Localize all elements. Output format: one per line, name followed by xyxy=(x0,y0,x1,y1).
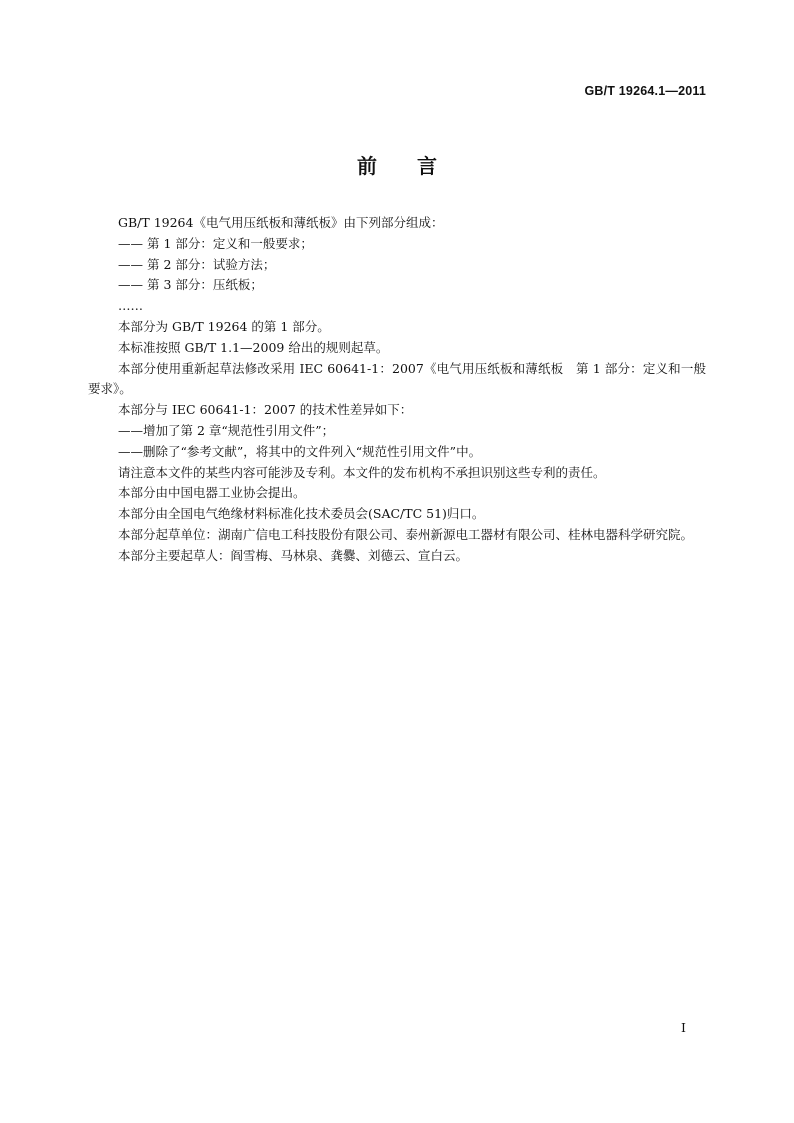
list-item-part-2: —— 第 2 部分：试验方法； xyxy=(118,256,276,272)
paragraph-proposer: 本部分由中国电器工业协会提出。 xyxy=(118,485,306,501)
list-item-part-3: —— 第 3 部分：压纸板； xyxy=(118,277,263,293)
paragraph-patent-notice: 请注意本文件的某些内容可能涉及专利。本文件的发布机构不承担识别这些专利的责任。 xyxy=(118,464,606,480)
paragraph-parts-intro: GB/T 19264《电气用压纸板和薄纸板》由下列部分组成： xyxy=(118,215,444,230)
paragraph-drafters: 本部分主要起草人：阎雪梅、马林泉、龚爨、刘德云、宣白云。 xyxy=(118,547,469,563)
list-item-difference-2: ——删除了“参考文献”，将其中的文件列入“规范性引用文件”中。 xyxy=(118,443,482,459)
paragraph-committee: 本部分由全国电气绝缘材料标准化技术委员会(SAC/TC 51)归口。 xyxy=(118,506,485,522)
list-ellipsis: …… xyxy=(118,298,143,314)
paragraph-drafting-units: 本部分起草单位：湖南广信电工科技股份有限公司、泰州新源电工器材有限公司、桂林电器科学研究院。 xyxy=(118,526,694,542)
foreword-body xyxy=(88,213,706,567)
list-item-difference-1: ——增加了第 2 章“规范性引用文件”； xyxy=(118,422,335,438)
page-number: I xyxy=(681,1020,686,1035)
paragraph-drafting-rules: 本标准按照 GB/T 1.1—2009 给出的规则起草。 xyxy=(118,339,389,355)
page-title: 前言 xyxy=(357,154,477,178)
paragraph-iec-adoption: 本部分使用重新起草法修改采用 IEC 60641-1：2007《电气用压纸板和薄纸板 第 1 部分：定义和一般要求》。 xyxy=(88,360,706,397)
list-item-part-1: —— 第 1 部分：定义和一般要求； xyxy=(118,235,313,251)
standard-code: GB/T 19264.1—2011 xyxy=(584,84,706,98)
paragraph-part-statement: 本部分为 GB/T 19264 的第 1 部分。 xyxy=(118,318,330,334)
paragraph-differences-intro: 本部分与 IEC 60641-1：2007 的技术性差异如下： xyxy=(118,402,413,418)
